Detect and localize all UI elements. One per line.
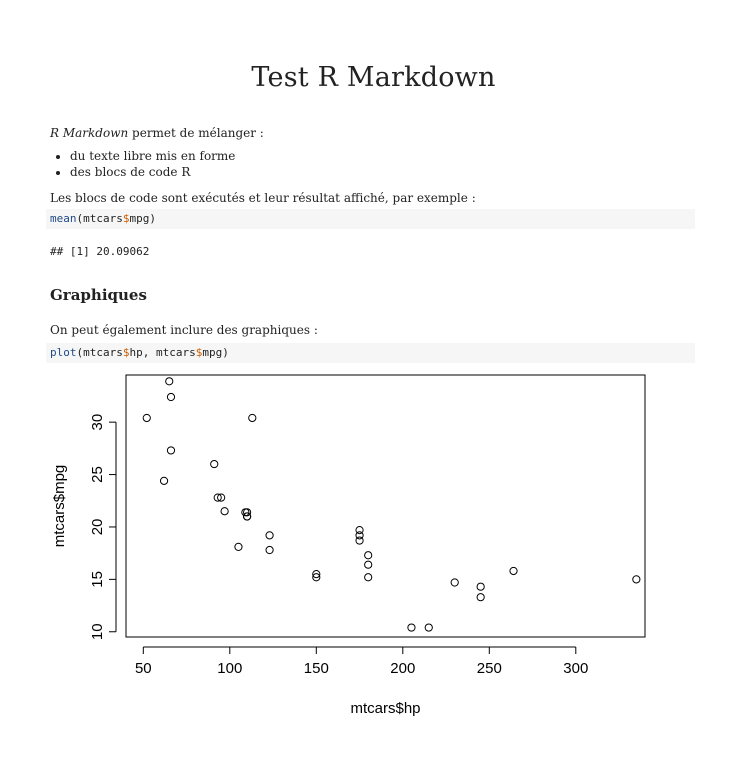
x-tick-label: 200 <box>390 660 416 677</box>
code-text: mpg) <box>202 346 229 359</box>
data-point <box>365 561 372 568</box>
code-output: ## [1] 20.09062 <box>50 245 150 258</box>
data-point <box>266 546 273 553</box>
x-axis-label: mtcars$hp <box>350 700 421 717</box>
code-text: hp, mtcars <box>129 346 196 359</box>
code-function: mean <box>50 212 77 225</box>
data-point <box>166 378 173 385</box>
data-point <box>365 552 372 559</box>
list-item: • des blocs de code R <box>70 164 235 180</box>
data-point <box>477 583 484 590</box>
intro-emphasis: R Markdown <box>50 126 129 140</box>
intro-text: permet de mélanger : <box>128 126 264 140</box>
y-tick-label: 10 <box>89 623 106 641</box>
code-function: plot <box>50 346 77 359</box>
code-intro-paragraph: Les blocs de code sont exécutés et leur résultat affiché, par exemple : <box>50 191 476 205</box>
data-point <box>249 414 256 421</box>
page-title: Test R Markdown <box>251 62 496 93</box>
data-point <box>266 532 273 539</box>
data-point <box>408 624 415 631</box>
y-tick-label: 20 <box>89 518 106 536</box>
x-tick-label: 250 <box>476 660 502 677</box>
y-tick-label: 30 <box>89 413 106 431</box>
data-point <box>633 576 640 583</box>
code-operator: $ <box>195 346 203 359</box>
data-point <box>235 543 242 550</box>
code-text: (mtcars <box>76 212 123 225</box>
data-point <box>143 414 150 421</box>
data-point <box>211 460 218 467</box>
y-axis-label: mtcars$mpg <box>51 464 68 548</box>
section-heading: Graphiques <box>50 286 147 304</box>
data-point <box>356 527 363 534</box>
x-tick-label: 50 <box>134 660 152 677</box>
data-point <box>167 393 174 400</box>
data-point <box>244 513 251 520</box>
code-text: mpg) <box>129 212 156 225</box>
code-text: (mtcars <box>76 346 123 359</box>
data-point <box>167 447 174 454</box>
data-point <box>365 574 372 581</box>
code-operator: $ <box>122 346 130 359</box>
y-tick-label: 25 <box>89 466 106 483</box>
data-point <box>242 509 249 516</box>
data-point <box>244 509 251 516</box>
list-item: • du texte libre mis en forme <box>70 148 235 164</box>
y-tick-label: 15 <box>89 571 106 588</box>
code-operator: $ <box>122 212 130 225</box>
x-tick-label: 300 <box>563 660 589 677</box>
data-point <box>221 508 228 515</box>
data-point <box>451 579 458 586</box>
data-point <box>425 624 432 631</box>
data-point <box>477 594 484 601</box>
plot-frame <box>126 375 645 637</box>
graph-intro-paragraph: On peut également inclure des graphiques : <box>50 323 318 337</box>
x-tick-label: 100 <box>217 660 243 677</box>
data-point <box>510 567 517 574</box>
data-point <box>160 477 167 484</box>
x-tick-label: 150 <box>303 660 329 677</box>
